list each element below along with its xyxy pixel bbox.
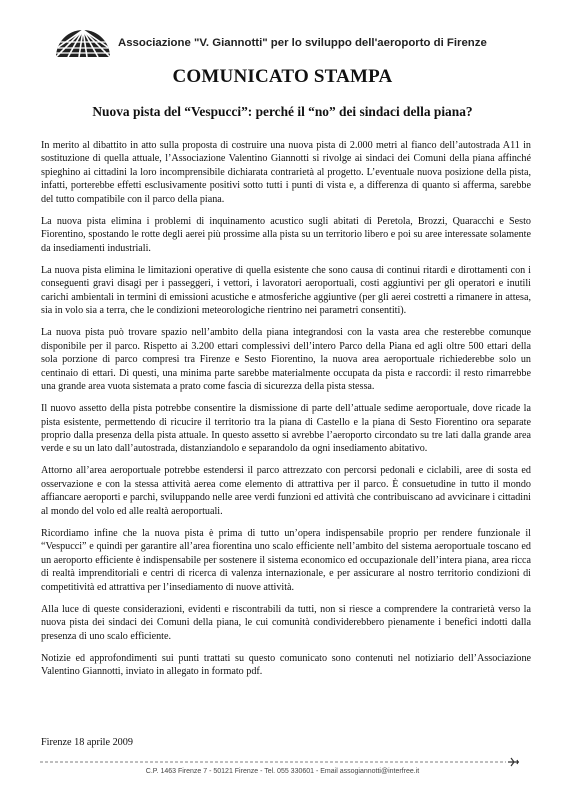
paragraph: Alla luce di queste considerazioni, evidenti e riscontrabili da tutti, non si riesce a comprendere la contrarietà verso la nuova pista dei sindaci dei Comuni della piana, le cui comunità condividerebbero pienamente i benefici indotti dalla presenza di uno scalo efficiente. [41,603,531,642]
paragraph: Attorno all’area aeroportuale potrebbe estendersi il parco attrezzato con percorsi pedonali e ciclabili, aree di sosta ed osservazione e con la stessa attività aerea come elemento di attrattiva per il parco. È consuetudine in tutto il mondo affiancare aeroporti e parchi, sviluppando nelle aree verdi funzioni ed attività che contribuiscano ad avvicinare i cittadini al mondo del volo ed alle realtà aeroportuali. [41,465,531,517]
association-name: Associazione "V. Giannotti" per lo sviluppo dell'aeroporto di Firenze [118,37,487,49]
letterhead [54,26,534,60]
paragraph: La nuova pista elimina le limitazioni operative di quella esistente che sono causa di continui ritardi e dirottamenti con i conseguenti gravi disagi per i passeggeri, i vettori, i lavoratori aeroportuali, costi aggiuntivi per gli operatori e inutili carichi ambientali in termini di emissioni acustiche e atmosferiche aggiuntive (per gli aerei costretti a rimanere in attesa, sia in volo sia a terra, che le condizioni meteorologiche rientrino nei parametri consentiti). [41,264,531,317]
page-subtitle: Nuova pista del “Vespucci”: perché il “no” dei sindaci della piana? [92,104,473,119]
paragraph: Il nuovo assetto della pista potrebbe consentire la dismissione di parte dell’attuale sedime aeroportuale, dove ricade la pista esistente, permettendo di ricucire il territorio tra la piana di Castello e la piana di Sesto Fiorentino ora separate proprio dalla presenza della pista attuale. In questo assetto si avrebbe l’aeroporto circondato su tre lati dalla grande area verde e su un lato dall’autostrada, distanziandolo e separandolo da ogni insediamento abitativo. [41,403,531,455]
airplane-icon [508,758,519,766]
date-signoff: Firenze 18 aprile 2009 [41,737,133,748]
paragraph: La nuova pista elimina i problemi di inquinamento acustico sugli abitati di Peretola, Brozzi, Quaracchi e Sesto Fiorentino, spostando le rotte degli aerei più prossime alla pista su un territorio libero e poi su aree interessate solamente da insediamenti industriali. [41,215,531,254]
press-release-body [41,139,531,687]
paragraph: Notizie ed approfondimenti sui punti trattati su questo comunicato sono contenuti nel notiziario dell’Associazione Valentino Giannotti, inviato in allegato in formato pdf. [41,652,531,678]
paragraph: Ricordiamo infine che la nuova pista è prima di tutto un’opera indispensabile proprio per rendere funzionale il “Vespucci” e quindi per garantire all’area fiorentina uno scalo efficiente nell’ambito del sistema aeroportuale toscano ed un aeroporto efficiente è indispensabile per sostenere il sistema economico ed occupazionale dell’intera piana, area ricca di realtà imprenditoriali e centri di ricerca di valenza internazionale, e per assicurare al nostro territorio condizioni di competitività ed attrattiva per l’insediamento di nuove attività. [41,527,531,593]
page-title: COMUNICATO STAMPA [172,66,393,87]
paragraph: In merito al dibattito in atto sulla proposta di costruire una nuova pista di 2.000 metri al fianco dell’autostrada A11 in sostituzione di quella attuale, l’Associazione Valentino Giannotti si rivolge ai sindaci dei Comuni della piana affinché spieghino ai cittadini la loro incomprensibile dichiarata contrarietà al progetto. L’eventuale nuova posizione della pista, infatti, porterebbe effetti esclusivamente positivi sotto tutti i punti di vista e, a differenza di quanto si afferma, sarebbe del tutto compatibile con il parco della piana. [41,140,531,205]
footer-contact: C.P. 1463 Firenze 7 - 50121 Firenze - Tel. 055 330601 - Email assogiannotti@interfree.it [145,768,420,775]
runway-logo-icon [54,28,112,58]
footer-divider [40,757,520,767]
paragraph: La nuova pista può trovare spazio nell’ambito della piana integrandosi con la vasta area che resterebbe comunque disponibile per il parco. Rispetto ai 3.200 ettari complessivi dell’intero Parco della Piana ed agli oltre 500 ettari della sola porzione di parco compresi tra Firenze e Sesto Fiorentino, la nuova area aeroportuale richiederebbe solo un centinaio di ettari. Di questi, una minima parte sarebbe materialmente occupata da pista e raccordi: il resto rimarrebbe una grande area vuota sistemata a prato come fascia di sicurezza della pista stessa. [41,327,531,393]
